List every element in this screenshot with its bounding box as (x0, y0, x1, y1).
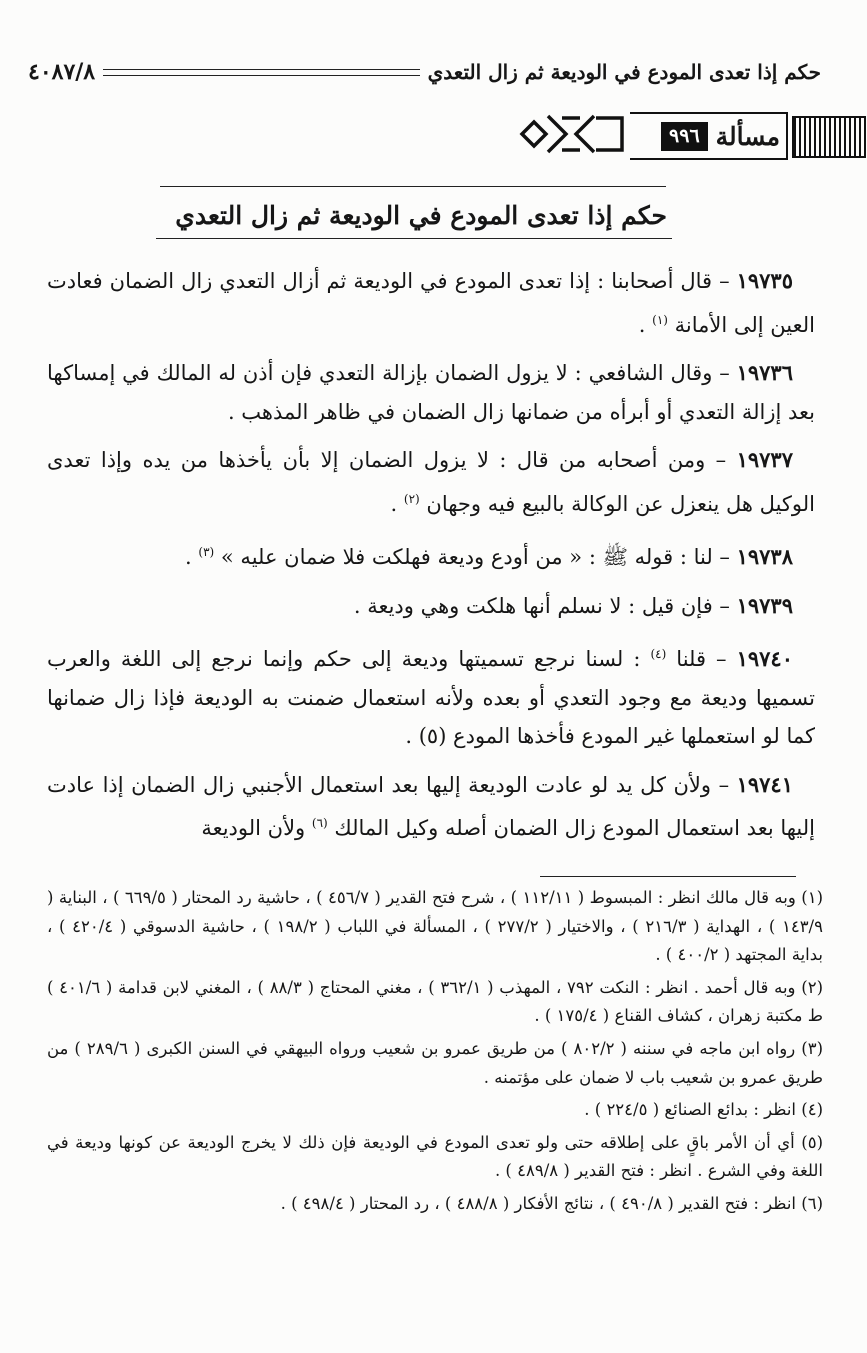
paragraph (47, 635, 815, 756)
paragraph-text: – ولأن كل يد لو عادت الوديعة إليها بعد استعمال الأجنبي زال الضمان إذا عادت إليها بعد استعمال المودع زال الضمان أصله وكيل المالك (47, 772, 815, 840)
footnote-ref: (٢) (403, 491, 420, 506)
footnotes (47, 884, 823, 1223)
paragraph-text: – قال أصحابنا : إذا تعدى المودع في الوديعة ثم أزال التعدي زال الضمان فعادت العين إلى الأمانة (47, 269, 815, 337)
paragraph (47, 441, 815, 523)
header-double-rule (103, 69, 420, 76)
paragraph-tail: . (390, 491, 404, 516)
paragraph-text: – لنا : قوله ﷺ : « من أودع وديعة فهلكت فلا ضمان عليه » (214, 545, 737, 569)
paragraph-number: ١٩٧٤٠ (736, 646, 793, 671)
paragraph-tail: . (185, 545, 199, 569)
paragraph-number: ١٩٧٣٨ (736, 544, 793, 569)
paragraph (47, 262, 815, 344)
chapter-title: حكم إذا تعدى المودع في الوديعة ثم زال التعدي (175, 201, 667, 230)
page-reference: ٤٠٨٧/٨ (28, 59, 96, 85)
paragraph-text: – فإن قيل : لا نسلم أنها هلكت وهي وديعة . (353, 593, 737, 618)
paragraph-tail: ولأن الوديعة (201, 816, 312, 840)
footnote: (٢) وبه قال أحمد . انظر : النكت ٧٩٢ ، المهذب ( ٣٦٢/١ ) ، مغني المحتاج ( ٨٨/٣ ) ، المغني لابن قدامة ( ٤٠١/٦ ) ط مكتبة زهران ، كشاف القناع ( ١٧٥/٤ ) . (47, 977, 823, 1026)
running-header (28, 52, 821, 92)
footnote: (٥) أي أن الأمر باقٍ على إطلاقه حتى ولو تعدى المودع في الوديعة فإن ذلك لا يخرج الوديعة عن كونها وديعة في اللغة وفي الشرع . انظر : فتح القدير ( ٤٨٩/٨ ) . (47, 1132, 823, 1181)
body-text (47, 262, 815, 858)
paragraph (47, 587, 815, 626)
footnote: (٦) انظر : فتح القدير ( ٤٩٠/٨ ) ، نتائج الأفكار ( ٤٨٨/٨ ) ، رد المحتار ( ٤٩٨/٤ ) . (280, 1193, 823, 1213)
paragraph (47, 533, 815, 577)
chapter-rule-bottom (156, 238, 672, 239)
paragraph-number: ١٩٧٣٦ (736, 360, 793, 385)
paragraph-text: – وقال الشافعي : لا يزول الضمان بإزالة التعدي فإن أذن له المالك في إمساكها بعد إزالة التعدي أو أبرأه من ضمانها زال الضمان في ظاهر المذهب . (47, 361, 815, 424)
footnote-separator (540, 876, 796, 877)
paragraph-number: ١٩٧٣٩ (736, 592, 793, 618)
footnote: (٤) انظر : بدائع الصنائع ( ٢٢٤/٥ ) . (584, 1100, 823, 1120)
paragraph-text: – قلنا (666, 647, 737, 671)
paragraph-number: ١٩٧٤١ (736, 771, 793, 797)
footnote: (١) وبه قال مالك انظر : المبسوط ( ١١٢/١١ ) ، شرح فتح القدير ( ٤٥٦/٧ ) ، حاشية رد المحتار ( ٦٦٩/٥ ) ، البناية ( ١٤٣/٩ ) ، الهداية ( ٢١٦/٣ ) ، والاختيار ( ٢٧٧/٢ ) ، المسألة في اللباب ( ١٩٨/٢ ) ، حاشية الدسوقي ( ٤٢٠/٤ ) ، بداية المجتهد ( ٤٠٠/٢ ) . (47, 888, 824, 965)
paragraph-number: ١٩٧٣٧ (736, 447, 793, 472)
paragraph-tail: : لسنا نرجع تسميتها وديعة إلى حكم وإنما نرجع إلى اللغة والعرب تسميها وديعة مع وجود التعدي أو بعده ولأنه استعمال ضمنت به الوديعة فإذا زال ضمانها كما لو استعملها غير المودع فأخذها المودع (٥) . (47, 647, 815, 748)
footnote-ref: (٤) (650, 647, 667, 661)
footnote-ref: (١) (652, 312, 668, 327)
running-title: حكم إذا تعدى المودع في الوديعة ثم زال التعدي (427, 60, 821, 84)
paragraph-number: ١٩٧٣٥ (736, 268, 793, 293)
masala-label: مسألة (715, 121, 780, 151)
footnote-ref: (٣) (198, 545, 215, 559)
chapter-rule-top (160, 186, 666, 187)
banner-bars-ornament (792, 116, 866, 158)
paragraph-tail: . (638, 312, 653, 337)
geometric-ornament-icon (518, 104, 624, 164)
footnote-ref: (٦) (311, 816, 328, 830)
footnote: (٣) رواه ابن ماجه في سننه ( ٨٠٢/٢ ) من طريق عمرو بن شعيب ورواه البيهقي في السنن الكبرى ( ٢٨٩/٦ ) من طريق عمرو بن شعيب باب لا ضمان على مؤتمنه . (47, 1038, 824, 1087)
paragraph (47, 354, 815, 431)
masala-number: ٩٩٦ (661, 122, 708, 151)
masala-banner (518, 104, 866, 164)
masala-label-box (630, 112, 788, 160)
paragraph (47, 766, 815, 848)
paragraph-text: – ومن أصحابه من قال : لا يزول الضمان إلا بأن يأخذها من يده وإذا تعدى الوكيل هل ينعزل عن الوكالة بالبيع فيه وجهان (47, 448, 815, 516)
